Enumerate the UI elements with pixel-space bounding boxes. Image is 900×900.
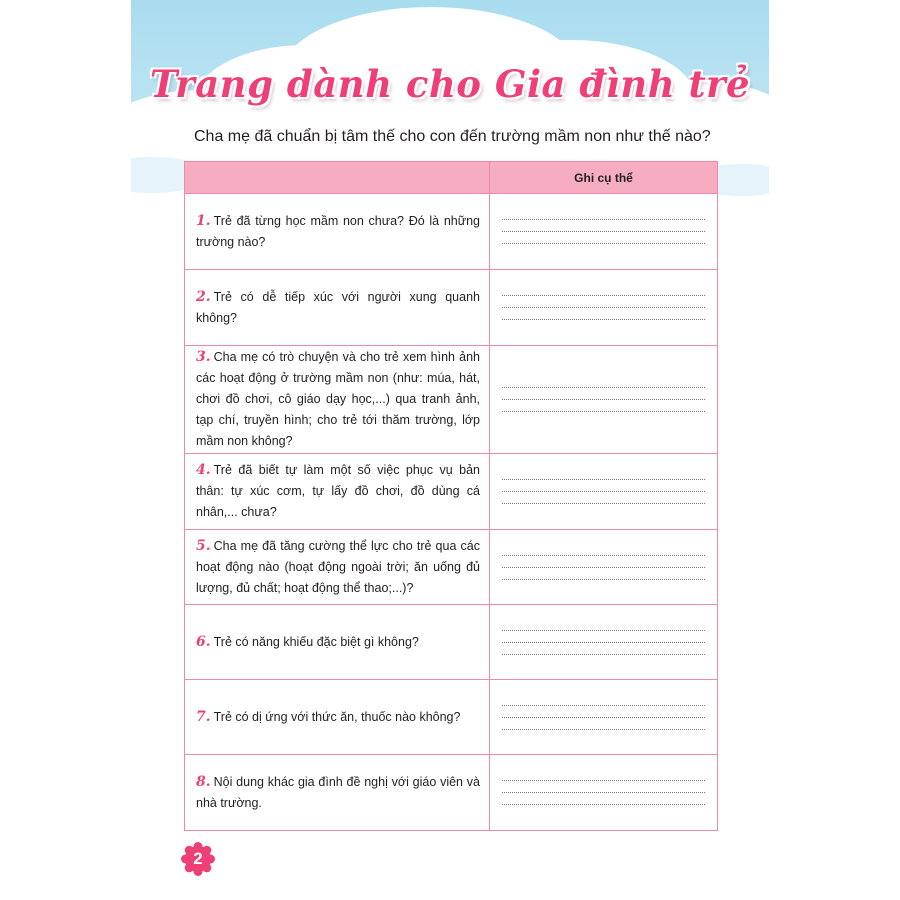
dotted-line [502, 307, 705, 308]
dotted-line [502, 654, 705, 655]
question-cell [185, 530, 490, 605]
table-row [185, 270, 718, 346]
table-row [185, 680, 718, 755]
dotted-line [502, 231, 705, 232]
question-text: Trẻ có dị ứng với thức ăn, thuốc nào không? [213, 709, 461, 724]
table-row [185, 755, 718, 831]
table-header-row [185, 162, 718, 194]
question-text: Cha mẹ có trò chuyện và cho trẻ xem hình ảnh các hoạt động ở trường mầm non (như: múa, hát, chơi đồ chơi, cô giáo dạy học,...) qua tranh ảnh, tạp chí, truyền hình; cho trẻ tới thăm trường, lớp mầm non không? [196, 350, 480, 448]
question-text: Cha mẹ đã tăng cường thể lực cho trẻ qua các hoạt động nào (hoạt động ngoài trời; ăn uống đủ lượng, đủ chất; hoạt động thể thao;...)? [196, 538, 480, 595]
dotted-line [502, 295, 705, 296]
question-number: 3. [196, 349, 211, 365]
question-cell [185, 270, 490, 346]
question-text: Trẻ đã từng học mầm non chưa? Đó là những trường nào? [196, 213, 480, 249]
dotted-line [502, 579, 705, 580]
table-row [185, 194, 718, 270]
dotted-line [502, 630, 705, 631]
dotted-line [502, 729, 705, 730]
page-number-badge [181, 842, 215, 876]
dotted-line [502, 399, 705, 400]
dotted-line [502, 319, 705, 320]
dotted-line [502, 411, 705, 412]
dotted-line [502, 243, 705, 244]
question-text: Trẻ có dễ tiếp xúc với người xung quanh không? [196, 289, 480, 325]
dotted-line [502, 491, 705, 492]
table-row [185, 605, 718, 680]
answer-cell[interactable] [490, 680, 718, 755]
dotted-line [502, 479, 705, 480]
question-text: Trẻ đã biết tự làm một số việc phục vụ bản thân: tự xúc cơm, tự lấy đồ chơi, đồ dùng cá nhân,... chưa? [196, 463, 480, 519]
question-text: Nội dung khác gia đình đề nghị với giáo viên và nhà trường. [196, 774, 480, 810]
dotted-line [502, 503, 705, 504]
question-cell [185, 194, 490, 270]
dotted-line [502, 804, 705, 805]
answer-cell[interactable] [490, 605, 718, 680]
worksheet-page [131, 0, 769, 900]
question-cell [185, 605, 490, 680]
answer-cell[interactable] [490, 270, 718, 346]
header-question [185, 162, 490, 194]
question-cell [185, 454, 490, 530]
question-number: 1. [196, 212, 211, 229]
table-row [185, 454, 718, 530]
question-number: 4. [196, 462, 211, 478]
question-cell [185, 755, 490, 831]
question-number: 7. [196, 708, 211, 725]
questionnaire-table [184, 161, 718, 831]
dotted-line [502, 387, 705, 388]
header-notes: Ghi cụ thể [490, 162, 718, 194]
table-row [185, 346, 718, 454]
dotted-line [502, 642, 705, 643]
question-number: 5. [196, 537, 211, 554]
answer-cell[interactable] [490, 755, 718, 831]
answer-cell[interactable] [490, 530, 718, 605]
question-cell [185, 346, 490, 454]
dotted-line [502, 555, 705, 556]
dotted-line [502, 792, 705, 793]
answer-cell[interactable] [490, 454, 718, 530]
dotted-line [502, 780, 705, 781]
question-text: Trẻ có năng khiếu đặc biệt gì không? [213, 634, 419, 649]
dotted-line [502, 219, 705, 220]
dotted-line [502, 717, 705, 718]
page-subtitle: Cha mẹ đã chuẩn bị tâm thế cho con đến trường mầm non như thế nào? [194, 128, 711, 145]
page-number: 2 [193, 849, 203, 868]
question-number: 8. [196, 773, 211, 790]
table-row [185, 530, 718, 605]
question-number: 6. [196, 633, 211, 650]
answer-cell[interactable] [490, 346, 718, 454]
dotted-line [502, 705, 705, 706]
page-title: Trang dành cho Gia đình trẻ [149, 62, 751, 106]
answer-cell[interactable] [490, 194, 718, 270]
question-cell [185, 680, 490, 755]
question-number: 2. [196, 288, 211, 305]
dotted-line [502, 567, 705, 568]
